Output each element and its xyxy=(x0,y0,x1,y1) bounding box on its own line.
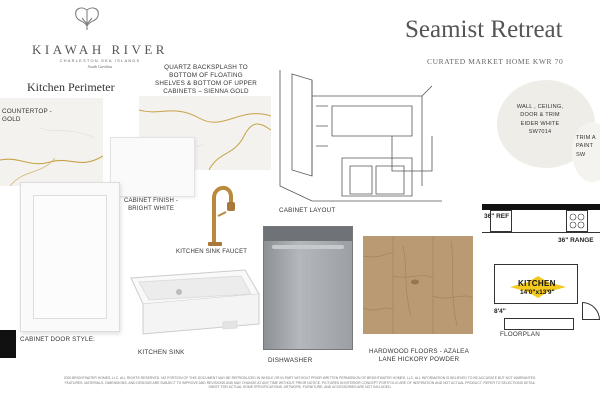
footer-disclaimer: 2020 BRIGHTWATER HOMES, LLC. ALL RIGHTS RESERVED. NO PORTION OF THIS DOCUMENT MAY BE REPRODUCED IN WHOLE OR IN PART WITHOUT PRIOR WRITTEN PERMISSION OF BRIGHTWATER HOMES, LLC. ALL INFORMATION IS BELIEVED TO BE ACCURATE BUT NOT WARRANTED. FEATURES, MATERIALS, DIMENSIONS, AND DESIGNS ARE SUBJECT TO IMPROVE AND REVISIONS AND MAY CHANGE AT ANY TIME WITHOUT PRIOR NOTICE. PICTURES IN INTERIOR CONCEPT PORTFOLIO ARE OF INSPIRATION AND NOT ACTUAL PRODUCT. REFER TO SELECTIONS DETAIL SHEET FOR ACTUAL HOME SPECIFICATIONS. ARTWORK, FURNITURE, AND ACCESSORIES ARE NOT INCLUDED. xyxy=(63,376,537,390)
logo-badge xyxy=(0,330,16,358)
faucet-icon xyxy=(200,178,240,248)
sink-label: KITCHEN SINK xyxy=(138,349,185,356)
ref-dim: 36" REF xyxy=(484,213,510,220)
paint-label: WALL , CEILING, DOOR & TRIM EIDER WHITE SW7014 xyxy=(516,104,564,136)
dishwasher-label: DISHWASHER xyxy=(268,357,313,364)
cabinet-door xyxy=(20,182,120,332)
board-subtitle: CURATED MARKET HOME KWR 70 xyxy=(427,57,564,66)
floor-swatch xyxy=(363,236,473,334)
board-title: Seamist Retreat xyxy=(405,16,563,43)
faucet-label: KITCHEN SINK FAUCET xyxy=(176,249,248,255)
counter-line xyxy=(482,232,600,233)
room-dims: 14'0"x13'9" xyxy=(520,289,555,296)
cabinet-door-panel xyxy=(33,195,107,319)
section-title: Kitchen Perimeter xyxy=(27,80,115,94)
cabinet-layout-label: CABINET LAYOUT xyxy=(279,207,336,214)
trim-label: TRIM A PAINT SW xyxy=(576,135,596,158)
wood-grain-icon xyxy=(363,236,473,334)
floorplan-label: FLOORPLAN xyxy=(500,331,540,338)
sink-image xyxy=(125,264,263,340)
door-swing xyxy=(582,302,600,320)
range-dim: 36" RANGE xyxy=(558,237,594,244)
cabinet-finish-swatch xyxy=(110,137,195,197)
kiawah-logo-icon xyxy=(70,6,104,32)
brand-name: KIAWAH RIVER xyxy=(32,42,168,57)
backsplash-label: QUARTZ BACKSPLASH TO BOTTOM OF FLOATING SHELVES & BOTTOM OF UPPER CABINETS – SIENNA GOLD xyxy=(155,64,258,95)
countertop-label: COUNTERTOP - GOLD xyxy=(2,108,52,123)
burner-icon xyxy=(567,211,587,231)
cabinet-finish-label: CABINET FINISH - BRIGHT WHITE xyxy=(124,198,179,212)
dishwasher-control-panel xyxy=(264,227,352,241)
floors-label: HARDWOOD FLOORS - AZALEA LANE HICKORY POWDER xyxy=(369,348,469,363)
dishwasher-image xyxy=(263,226,353,350)
dishwasher-handle xyxy=(272,245,344,249)
cabinet-layout-sketch xyxy=(272,66,442,206)
side-dim: 8'4" xyxy=(494,308,506,315)
brand-tag: South Carolina xyxy=(87,64,113,69)
door-style-label: CABINET DOOR STYLE: xyxy=(20,336,96,343)
seating-row xyxy=(504,318,574,330)
room-name: KITCHEN xyxy=(518,279,556,288)
brand-sub: CHARLESTON SEA ISLANDS xyxy=(59,58,141,63)
range-box xyxy=(566,210,588,232)
